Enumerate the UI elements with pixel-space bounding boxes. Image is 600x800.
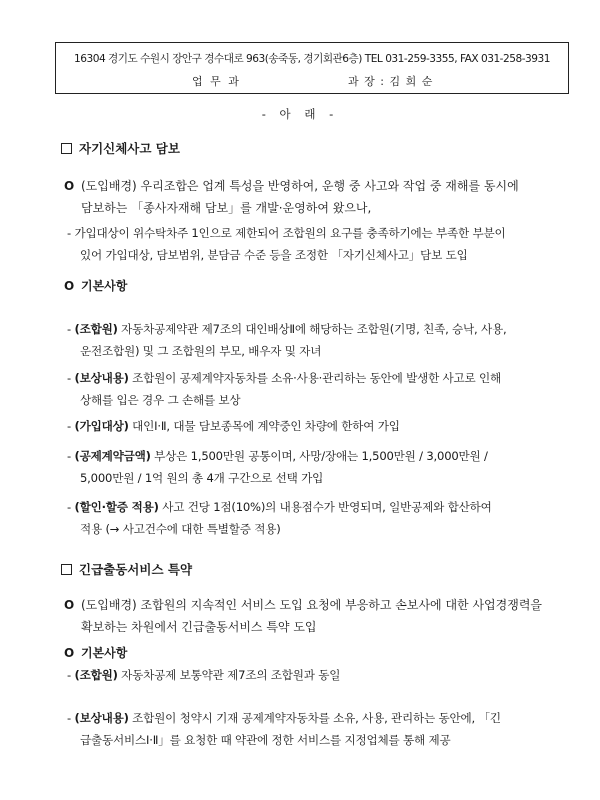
item-label: (조합원) [74, 668, 118, 682]
basics-title-text: 기본사항 [81, 646, 128, 660]
manager: 과 장 : 김 희 순 [348, 75, 434, 88]
item-label: (보상내용) [74, 711, 129, 725]
section-1-item-2: - (가입대상) 대인Ⅰ·Ⅱ, 대물 담보종목에 계약중인 차량에 한하여 가입 [67, 419, 400, 433]
circle-bullet-icon: O [64, 646, 75, 660]
section-1-background [64, 175, 564, 219]
item-line-1: 부상은 1,500만원 공통이며, 사망/장애는 1,500만원 / 3,000만원 / [150, 449, 488, 463]
circle-bullet-icon: O [64, 179, 75, 193]
item-line-2: 5,000만원 / 1억 원의 총 4개 구간으로 선택 가입 [80, 471, 324, 485]
item-line-1: 자동차공제 보통약관 제7조의 조합원과 동일 [117, 668, 341, 682]
section-1-title [61, 139, 180, 157]
background-line-1: (도입배경) 조합원의 지속적인 서비스 도입 요청에 부응하고 손보사에 대한 사업경쟁력을 [81, 598, 543, 612]
section-1-background-sub [67, 222, 557, 266]
item-line-1: 조합원이 청약시 기재 공제계약자동차를 소유, 사용, 관리하는 동안에, 「긴 [128, 711, 501, 725]
section-1-item-4: - (할인·할증 적용) 사고 건당 1점(10%)의 내용점수가 반영되며, 일반공제와 합산하여 적용 (→ 사고건수에 대한 특별할증 적용) [67, 496, 557, 540]
below-heading: - 아 래 - [261, 107, 339, 121]
section-2-item-1: - (보상내용) 조합원이 청약시 기재 공제계약자동차를 소유, 사용, 관리하는 동안에, 「긴 급출동서비스Ⅰ·Ⅱ」를 요청한 때 약관에 정한 서비스를 지정업체를 통해 제공 [67, 707, 557, 751]
basics-title-text: 기본사항 [81, 279, 128, 293]
department: 업 무 과 [192, 75, 241, 88]
section-1-item-1: - (보상내용) 조합원이 공제계약자동차를 소유·사용·관리하는 동안에 발생한 사고로 인해 상해를 입은 경우 그 손해를 보상 [67, 367, 557, 411]
background-sub-line-1: - 가입대상이 위수탁차주 1인으로 제한되어 조합원의 요구를 충족하기에는 부족한 부분이 [67, 226, 506, 240]
item-line-1: 사고 건당 1점(10%)의 내용점수가 반영되며, 일반공제와 합산하여 [158, 500, 492, 514]
background-line-1: (도입배경) 우리조합은 업계 특성을 반영하여, 운행 중 사고와 작업 중 재해를 동시에 [81, 179, 519, 193]
item-line-2: 급출동서비스Ⅰ·Ⅱ」를 요청한 때 약관에 정한 서비스를 지정업체를 통해 제공 [80, 733, 451, 747]
item-label: (조합원) [74, 322, 118, 336]
section-2-item-0: - (조합원) 자동차공제 보통약관 제7조의 조합원과 동일 [67, 668, 341, 682]
section-1-item-0: - (조합원) 자동차공제약관 제7조의 대인배상Ⅱ에 해당하는 조합원(기명, 친족, 승낙, 사용, 운전조합원) 및 그 조합원의 부모, 배우자 및 자녀 [67, 318, 557, 362]
circle-bullet-icon: O [64, 598, 75, 612]
item-label: (가입대상) [74, 419, 129, 433]
item-label: (보상내용) [74, 371, 129, 385]
item-line-2: 상해를 입은 경우 그 손해를 보상 [80, 393, 241, 407]
checkbox-square-icon [61, 564, 72, 575]
background-sub-line-2: 있어 가입대상, 담보범위, 분담금 수준 등을 조정한 「자기신체사고」담보 도입 [80, 248, 468, 262]
background-line-2: 확보하는 차원에서 긴급출동서비스 특약 도입 [81, 620, 317, 634]
item-line-2: 운전조합원) 및 그 조합원의 부모, 배우자 및 자녀 [80, 344, 322, 358]
letterhead-box [55, 42, 569, 94]
sender-address: 16304 경기도 수원시 장안구 경수대로 963(송죽동, 경기회관6층) TEL 031-259-3355, FAX 031-258-3931 [73, 53, 551, 65]
section-1-title-text: 자기신체사고 담보 [79, 141, 180, 156]
section-1-item-3: - (공제계약금액) 부상은 1,500만원 공통이며, 사망/장애는 1,500만원 / 3,000만원 / 5,000만원 / 1억 원의 총 4개 구간으로 선택 가입 [67, 445, 557, 489]
item-label: (공제계약금액) [74, 449, 151, 463]
checkbox-square-icon [61, 143, 72, 154]
section-2-title-text: 긴급출동서비스 특약 [79, 562, 193, 577]
section-2-background [64, 594, 564, 638]
section-2-title [61, 560, 192, 578]
item-line-2: 적용 (→ 사고건수에 대한 특별할증 적용) [80, 522, 281, 536]
section-1-basics-title [64, 275, 564, 297]
item-line-1: 대인Ⅰ·Ⅱ, 대물 담보종목에 계약중인 차량에 한하여 가입 [128, 419, 400, 433]
item-line-1: 자동차공제약관 제7조의 대인배상Ⅱ에 해당하는 조합원(기명, 친족, 승낙, 사용, [117, 322, 507, 336]
item-line-1: 조합원이 공제계약자동차를 소유·사용·관리하는 동안에 발생한 사고로 인해 [128, 371, 502, 385]
background-line-2: 담보하는 「종사자재해 담보」를 개발·운영하여 왔으나, [81, 201, 372, 215]
item-label: (할인·할증 적용) [74, 500, 159, 514]
section-2-basics-title [64, 642, 564, 664]
circle-bullet-icon: O [64, 279, 75, 293]
